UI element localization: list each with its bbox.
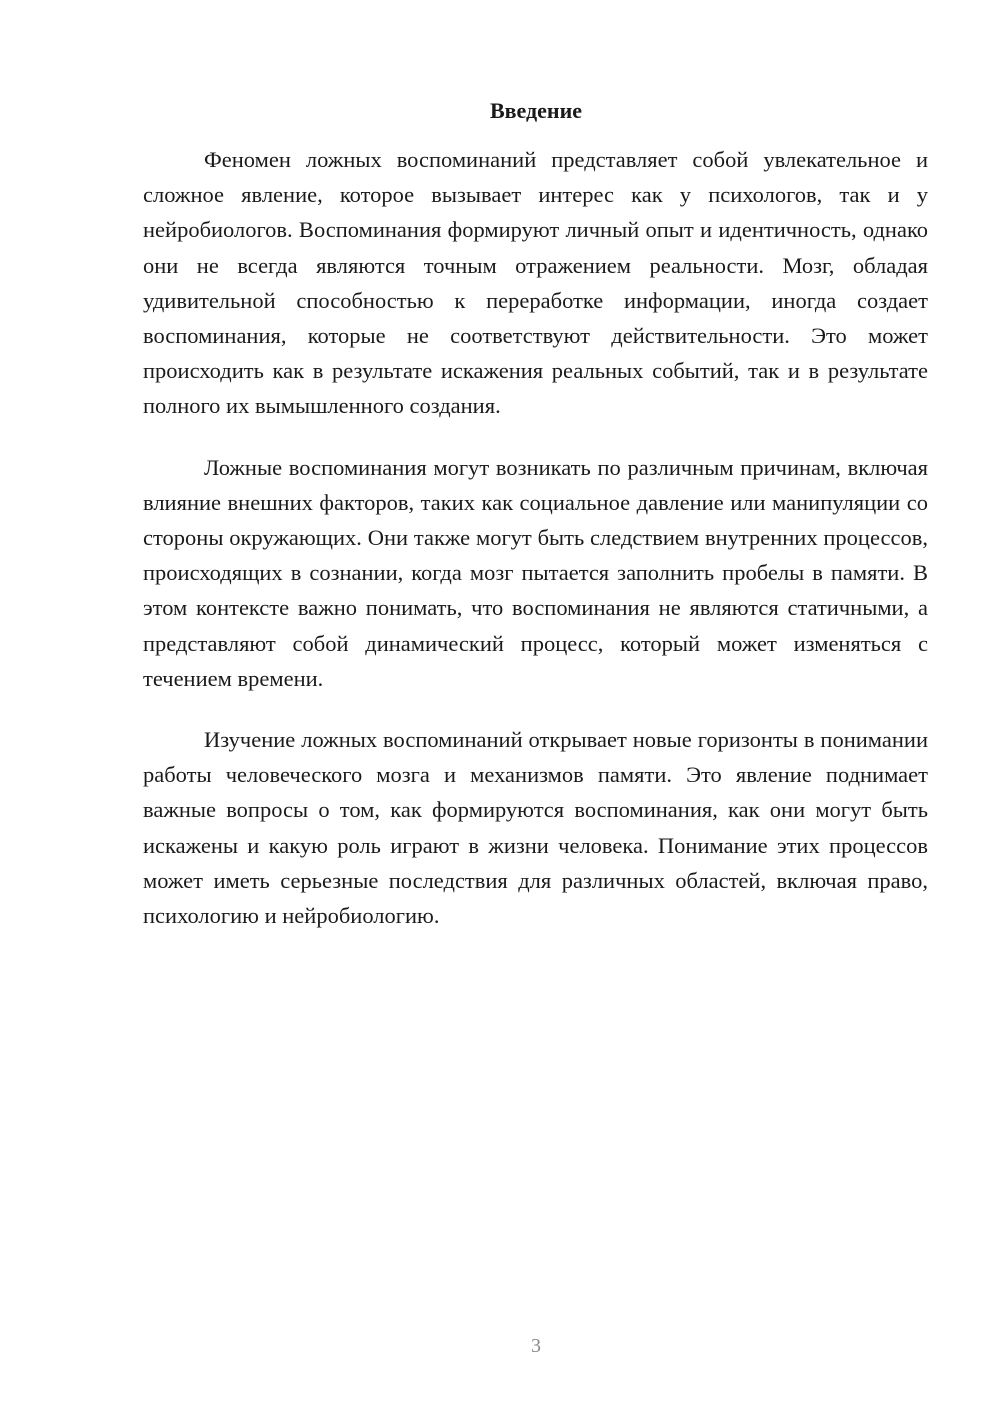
- paragraph-1: Феномен ложных воспоминаний представляет собой увлекательное и сложное явление, которое вызывает интерес как у психологов, так и у нейробиологов. Воспоминания формируют личный опыт и идентичность, однако они не всегда являются точным отражением реальности. Мозг, обладая удивительной способностью к переработке информации, иногда создает воспоминания, которые не соответствуют действительности. Это может происходить как в результате искажения реальных событий, так и в результате полного их вымышленного создания.: [143, 147, 928, 419]
- page-number: 3: [531, 1335, 541, 1357]
- paragraph-2: Ложные воспоминания могут возникать по различным причинам, включая влияние внешних факторов, таких как социальное давление или манипуляции со стороны окружающих. Они также могут быть следствием внутренних процессов, происходящих в сознании, когда мозг пытается заполнить пробелы в памяти. В этом контексте важно понимать, что воспоминания не являются статичными, а представляют собой динамический процесс, который может изменяться с течением времени.: [143, 454, 928, 691]
- paragraph-3: Изучение ложных воспоминаний открывает новые горизонты в понимании работы человеческого мозга и механизмов памяти. Это явление поднимает важные вопросы о том, как формируются воспоминания, как они могут быть искажены и какую роль играют в жизни человека. Понимание этих процессов может иметь серьезные последствия для различных областей, включая право, психологию и нейробиологию.: [143, 727, 928, 929]
- section-heading: Введение: [489, 98, 583, 123]
- body-text: [143, 142, 928, 959]
